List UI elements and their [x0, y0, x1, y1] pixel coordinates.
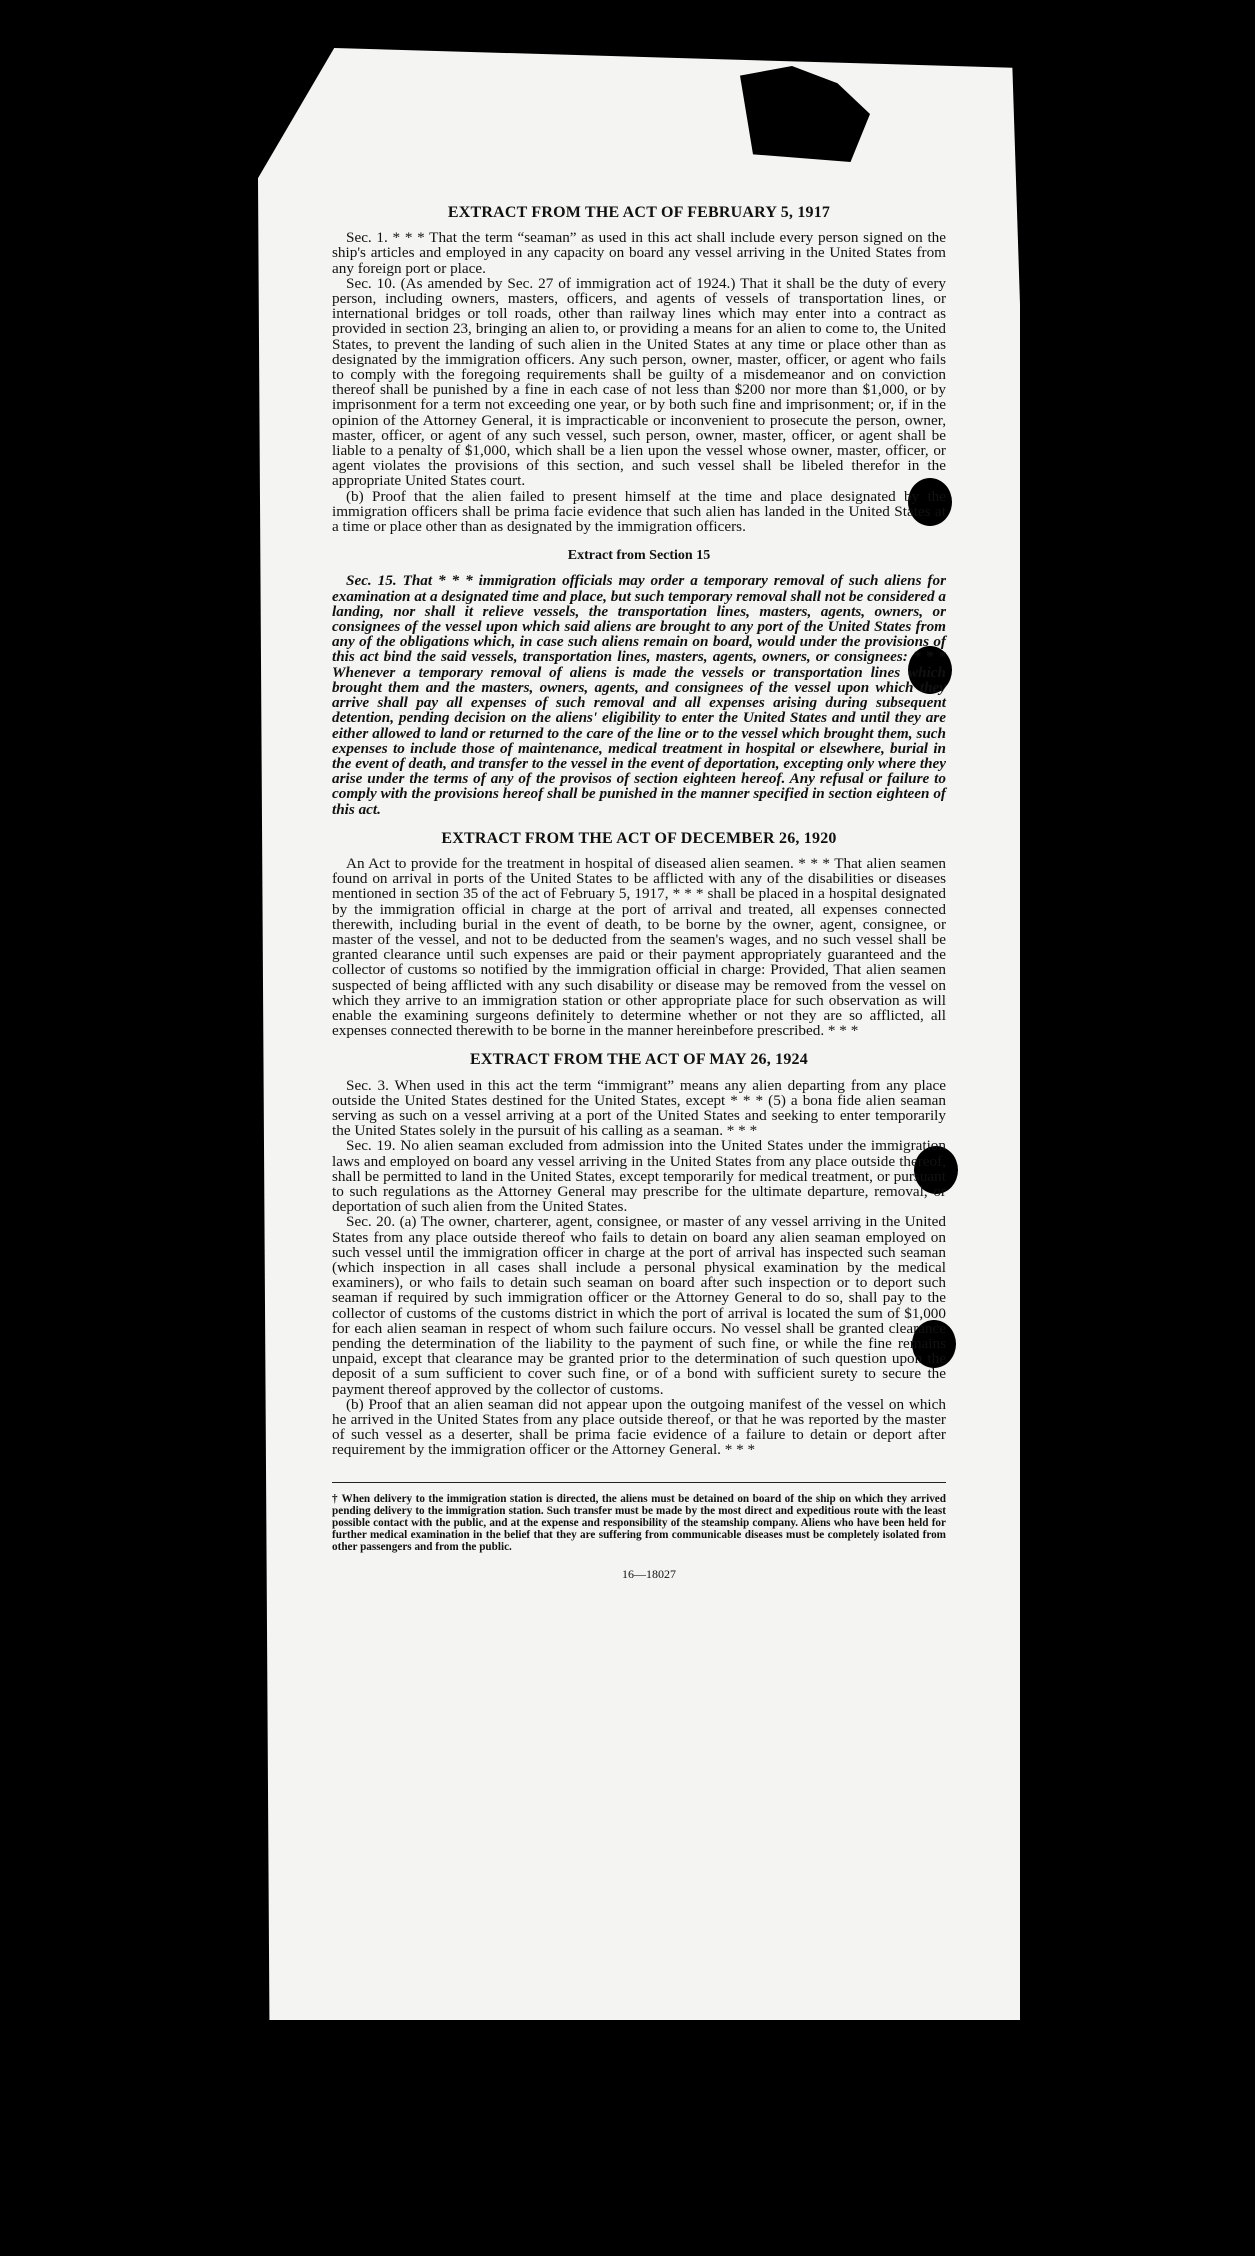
paragraph: Sec. 10. (As amended by Sec. 27 of immigration act of 1924.) That it shall be the duty of every person, including owners, masters, officers, and agents of vessels of transportation lines, or international bridges or toll roads, other than railway lines which may enter into a contract as provided in section 23, bringing an alien to, or providing a means for an alien to come to, the United States, to prevent the landing of such alien in the United States at any time or place other than as designated by the immigration officers. Any such person, owner, master, officer, or agent who fails to comply with the foregoing requirements shall be guilty of a misdemeanor and on conviction thereof shall be punished by a fine in each case of not less than $200 nor more than $1,000, or by imprisonment for a term not exceeding one year, or by both such fine and imprisonment; or, if in the opinion of the Attorney General, it is impracticable or inconvenient to prosecute the person, owner, master, officer, or agent of any such vessel, such person, owner, master, officer, or agent shall be liable to a penalty of $1,000, which shall be a lien upon the vessel whose owner, master, officer, or agent violates the provisions of this section, and such vessel shall be libeled therefor in the appropriate United States court. — [332, 274, 946, 490]
spacer — [332, 1038, 946, 1052]
paragraph: (b) Proof that the alien failed to present himself at the time and place designated by the immigration officers shall be prima facie evidence that such alien has landed in the United States at a time or place other than as designated by the immigration officers. — [332, 487, 946, 536]
paragraph: Sec. 1. * * * That the term “seaman” as used in this act shall include every person signed on the ship's articles and employed in any capacity on board any vessel arriving in the United States from any foreign port or place. — [332, 229, 946, 277]
paragraph: An Act to provide for the treatment in hospital of diseased alien seamen. * * * That alien seamen found on arrival in ports of the United States to be afflicted with any of the disabilities or diseases mentioned in section 35 of the act of February 5, 1917, * * * shall be placed in a hospital designated by the immigration official in charge at the port of arrival and treated, all expenses connected therewith, including burial in the event of death, to be borne by the owner, agent, consignee, or master of the vessel, and not to be deducted from the seamen's wages, and no such vessel shall be granted clearance until such expenses are paid or their payment appropriately guaranteed and the collector of customs so notified by the immigration official in charge: Provided, That alien seamen suspected of being afflicted with any such disability or disease may be removed from the vessel on which they arrive to an immigration station or other appropriate place for such observation as will enable the examining surgeons definitely to determine whether or not they are so afflicted, all expenses connected therewith to be borne in the manner hereinbefore prescribed. * * * — [332, 854, 946, 1040]
paragraph: (b) Proof that an alien seaman did not appear upon the outgoing manifest of the vessel on which he arrived in the United States from any place outside thereof, or that he was reported by the master of such vessel as a deserter, shall be prima facie evidence of a failure to detain or deport after requirement by the immigration officer or the Attorney General. * * * — [332, 1395, 946, 1459]
section-heading: EXTRACT FROM THE ACT OF FEBRUARY 5, 1917 — [447, 204, 831, 221]
paragraph: Sec. 3. When used in this act the term “immigrant” means any alien departing from any place outside the United States destined for the United States, except * * * (5) a bona fide alien seaman serving as such on a vessel arriving at a port of the United States and seeking to enter temporarily the United States solely in the pursuit of his calling as a seaman. * * * — [332, 1076, 946, 1140]
paragraph: Sec. 20. (a) The owner, charterer, agent, consignee, or master of any vessel arriving in the United States from any place outside thereof who fails to detain on board any alien seaman employed on such vessel until the immigration officer in charge at the port of arrival has inspected such seaman (which inspection in all cases shall include a personal physical examination by the medical examiners), or who fails to detain such seaman on board after such inspection or to deport such seaman if required by such immigration officer or the Attorney General to do so, shall pay to the collector of customs of the customs district in which the port of arrival is located the sum of $1,000 for each alien seaman in respect of whom such failure occurs. No vessel shall be granted clearance pending the determination of the liability to the payment of such fine, or while the fine remains unpaid, except that clearance may be granted prior to the determination of such question upon the deposit of a sum sufficient to cover such fine, or of a bond with sufficient surety to secure the payment thereof approved by the collector of customs. — [332, 1213, 946, 1398]
divider — [332, 1482, 946, 1483]
section-heading: EXTRACT FROM THE ACT OF MAY 26, 1924 — [470, 1051, 808, 1069]
paragraph: Sec. 15. That * * * immigration officials may order a temporary removal of such aliens for examination at a designated time and place, but such temporary removal shall not be considered a landing, nor shall it relieve vessels, the transportation lines, masters, agents, owners, or consignees of the vessel upon which said aliens are brought to any port of the United States from any of the obligations which, in case such aliens remain on board, would under the provisions of this act bind the said vessels, transportation lines, masters, agents, owners, or consignees: * * * Whenever a temporary removal of aliens is made the vessels or transportation lines which brought them and the masters, owners, agents, and consignees of the vessel upon which they arrive shall pay all expenses of such removal and all expenses arising during subsequent detention, pending decision on the aliens' eligibility to enter the United States and until they are either allowed to land or returned to the care of the line or to the vessel which brought them, such expenses to include those of maintenance, medical treatment in hospital or elsewhere, burial in the event of death, and transfer to the vessel in the event of deportation, excepting only where they arise under the terms of any of the provisos of section eighteen hereof. Any refusal or failure to comply with the provisions hereof shall be punished in the manner specified in section eighteen of this act. — [332, 572, 946, 818]
section-subheading: Extract from Section 15 — [567, 548, 711, 564]
paragraph: Sec. 19. No alien seaman excluded from admission into the United States under the immigration laws and employed on board any vessel arriving in the United States from any place outside thereof, shall be permitted to land in the United States, except temporarily for medical treatment, or pursuant to such regulations as the Attorney General may prescribe for the ultimate departure, removal, or deportation of such alien from the United States. — [332, 1137, 946, 1216]
page-folio: 16—18027 — [622, 1566, 676, 1581]
section-heading: EXTRACT FROM THE ACT OF DECEMBER 26, 1920 — [441, 829, 837, 847]
document-text-column — [332, 205, 946, 1582]
spacer — [332, 817, 946, 831]
italic-block — [332, 573, 946, 816]
footnote: † When delivery to the immigration station is directed, the aliens must be detained on board of the ship on which they arrived pending delivery to the immigration station. Such transfer must be made by the most direct and expeditious route with the least possible contact with the public, and at the expense and responsibility of the steamship company. Aliens who have been held for further medical examination in the belief that they are suffering from communicable diseases must be completely isolated from other passengers and from the public. — [332, 1492, 946, 1553]
